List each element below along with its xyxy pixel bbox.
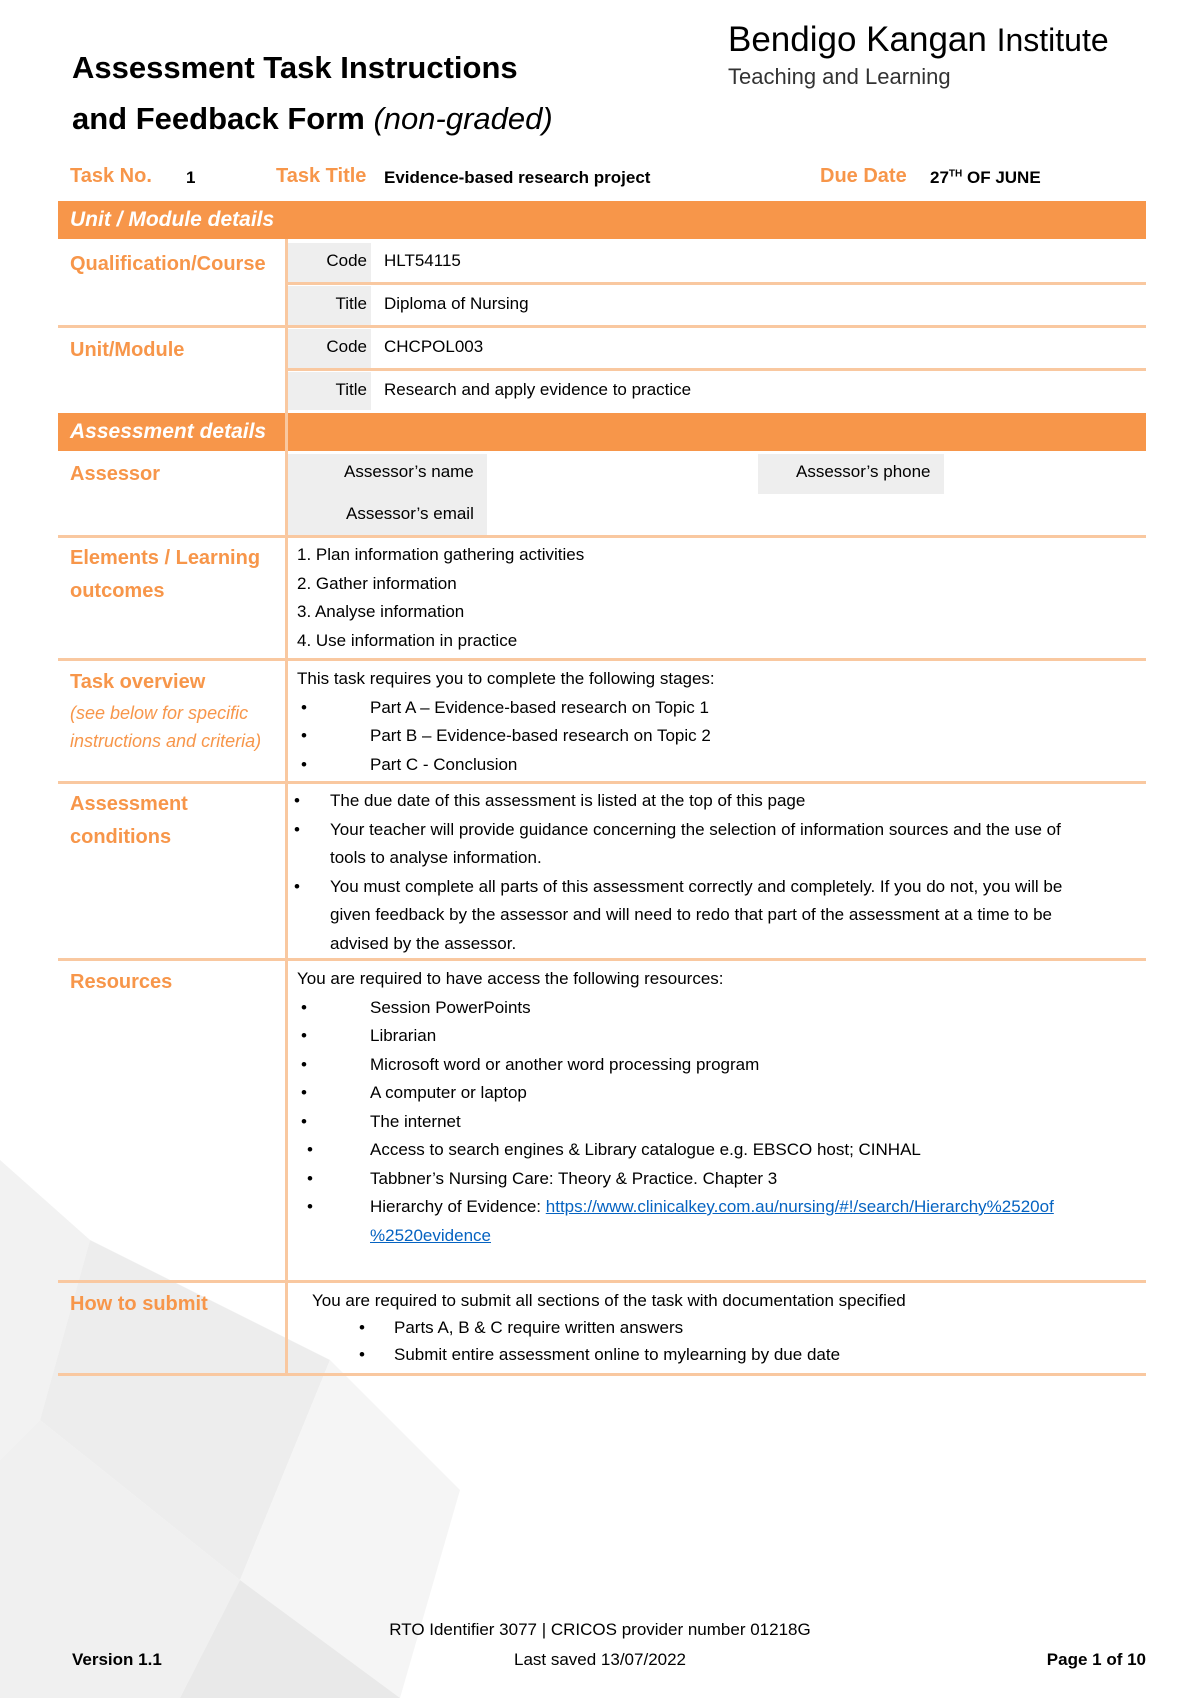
- title-suffix: (non-graded): [373, 101, 553, 136]
- list-item: • You must complete all parts of this assessment correctly and completely. If you do not, you will be: [294, 876, 1063, 896]
- list-item-continued: tools to analyse information.: [330, 848, 542, 867]
- last-saved: Last saved 13/07/2022: [513, 1650, 687, 1669]
- row-divider: [58, 325, 1146, 328]
- unit-module-label: Unit/Module: [70, 339, 185, 361]
- list-item-continued: [297, 1222, 1054, 1251]
- assessor-email-label: Assessor’s email: [346, 504, 474, 523]
- title-line-1: Assessment Task Instructions: [72, 50, 518, 85]
- row-divider: [58, 781, 1146, 784]
- page-number: Page 1 of 10: [1046, 1650, 1146, 1669]
- assessor-phone-label: Assessor’s phone: [796, 462, 931, 481]
- assessment-conditions-label: Assessment conditions: [70, 793, 188, 848]
- row-divider: [58, 958, 1146, 961]
- elements-label: Elements / Learning outcomes: [70, 547, 261, 602]
- list-item-continued: advised by the assessor.: [330, 933, 517, 953]
- assessor-label: Assessor: [70, 463, 161, 485]
- task-title-label: Task Title: [276, 165, 367, 187]
- due-date-value: 27TH OF JUNE: [930, 168, 1041, 187]
- list-item: • The due date of this assessment is listed at the top of this page: [294, 791, 806, 810]
- table-bottom-border: [58, 1373, 1146, 1376]
- row-divider: [287, 368, 1146, 371]
- task-overview-label: Task overview (see below for specific instructions and criteria): [70, 671, 262, 751]
- unit-code-label: Code: [326, 337, 367, 356]
- title-line-2: and Feedback Form: [72, 101, 365, 136]
- assessment-details-heading: Assessment details: [58, 413, 1146, 451]
- row-divider: [58, 658, 1146, 661]
- unit-title-value: Research and apply evidence to practice: [384, 380, 692, 399]
- resources-intro: You are required to have access the following resources:: [297, 969, 724, 988]
- list-item: • Hierarchy of Evidence: https://www.clinicalkey.com.au/nursing/#!/search/Hierarchy%2520of: [307, 1197, 1054, 1216]
- overview-intro: This task requires you to complete the following stages:: [297, 669, 715, 688]
- unit-code-value: CHCPOL003: [384, 337, 484, 356]
- how-to-submit-label: How to submit: [70, 1293, 208, 1315]
- task-line: [0, 165, 1200, 198]
- qualification-code-label: Code: [326, 251, 367, 270]
- task-overview-list: [297, 665, 715, 779]
- list-item: • Tabbner’s Nursing Care: Theory & Practice. Chapter 3: [307, 1168, 778, 1188]
- list-item: • Access to search engines & Library catalogue e.g. EBSCO host; CINHAL: [307, 1140, 921, 1159]
- assessor-name-label: Assessor’s name: [344, 462, 474, 481]
- task-no-value: 1: [186, 168, 196, 187]
- list-item: • Your teacher will provide guidance concerning the selection of information sources and the use of: [294, 819, 1061, 839]
- rto-identifier: RTO Identifier 3077 | CRICOS provider number 01218G: [389, 1620, 811, 1639]
- row-divider: [58, 1280, 1146, 1283]
- qualification-code-value: HLT54115: [384, 251, 461, 270]
- version-label: Version 1.1: [72, 1650, 162, 1669]
- list-item: • Librarian: [301, 1026, 437, 1045]
- conditions-list: [294, 787, 1063, 958]
- list-item: • Part A – Evidence-based research on Topic 1: [301, 697, 709, 717]
- unit-details-heading: Unit / Module details: [58, 201, 1146, 239]
- submit-intro: You are required to submit all sections of the task with documentation specified: [312, 1291, 906, 1310]
- list-item: • Parts A, B & C require written answers: [359, 1318, 684, 1337]
- submit-list: [312, 1287, 906, 1368]
- form-title: [72, 42, 553, 144]
- list-item: • Session PowerPoints: [301, 997, 531, 1017]
- qualification-label: Qualification/Course: [70, 253, 266, 275]
- resources-list: [297, 965, 1054, 1250]
- qualification-title-label: Title: [335, 294, 367, 313]
- hierarchy-of-evidence-link-continued[interactable]: %2520evidence: [370, 1225, 491, 1245]
- org-subtitle: Teaching and Learning: [728, 64, 951, 89]
- list-item: 3. Analyse information: [297, 602, 465, 621]
- list-item: • Microsoft word or another word processing program: [301, 1054, 760, 1074]
- task-title-value: Evidence-based research project: [384, 168, 651, 187]
- row-divider: [287, 282, 1146, 285]
- list-item: 4. Use information in practice: [297, 630, 518, 650]
- brand-block: [728, 18, 1109, 92]
- qualification-title-value: Diploma of Nursing: [384, 294, 529, 313]
- due-date-label: Due Date: [820, 165, 907, 187]
- task-no-label: Task No.: [70, 165, 152, 187]
- org-name: Bendigo Kangan: [728, 20, 987, 59]
- hierarchy-of-evidence-link[interactable]: https://www.clinicalkey.com.au/nursing/#!/search/Hierarchy%2520of: [545, 1197, 1054, 1216]
- list-item: • Part C - Conclusion: [301, 754, 518, 774]
- list-item: • Part B – Evidence-based research on Topic 2: [301, 726, 711, 745]
- list-item-continued: given feedback by the assessor and will need to redo that part of the assessment at a time to be: [330, 905, 1052, 924]
- list-item: 2. Gather information: [297, 573, 457, 593]
- list-item: • A computer or laptop: [301, 1083, 527, 1102]
- list-item: • Submit entire assessment online to mylearning by due date: [359, 1345, 841, 1364]
- row-divider: [58, 535, 1146, 538]
- elements-list: [297, 541, 584, 655]
- unit-title-label: Title: [335, 380, 367, 399]
- org-name-suffix: Institute: [996, 22, 1109, 58]
- list-item: 1. Plan information gathering activities: [297, 545, 585, 564]
- resources-label: Resources: [70, 971, 173, 993]
- column-divider: [285, 239, 288, 1376]
- list-item: • The internet: [301, 1111, 461, 1131]
